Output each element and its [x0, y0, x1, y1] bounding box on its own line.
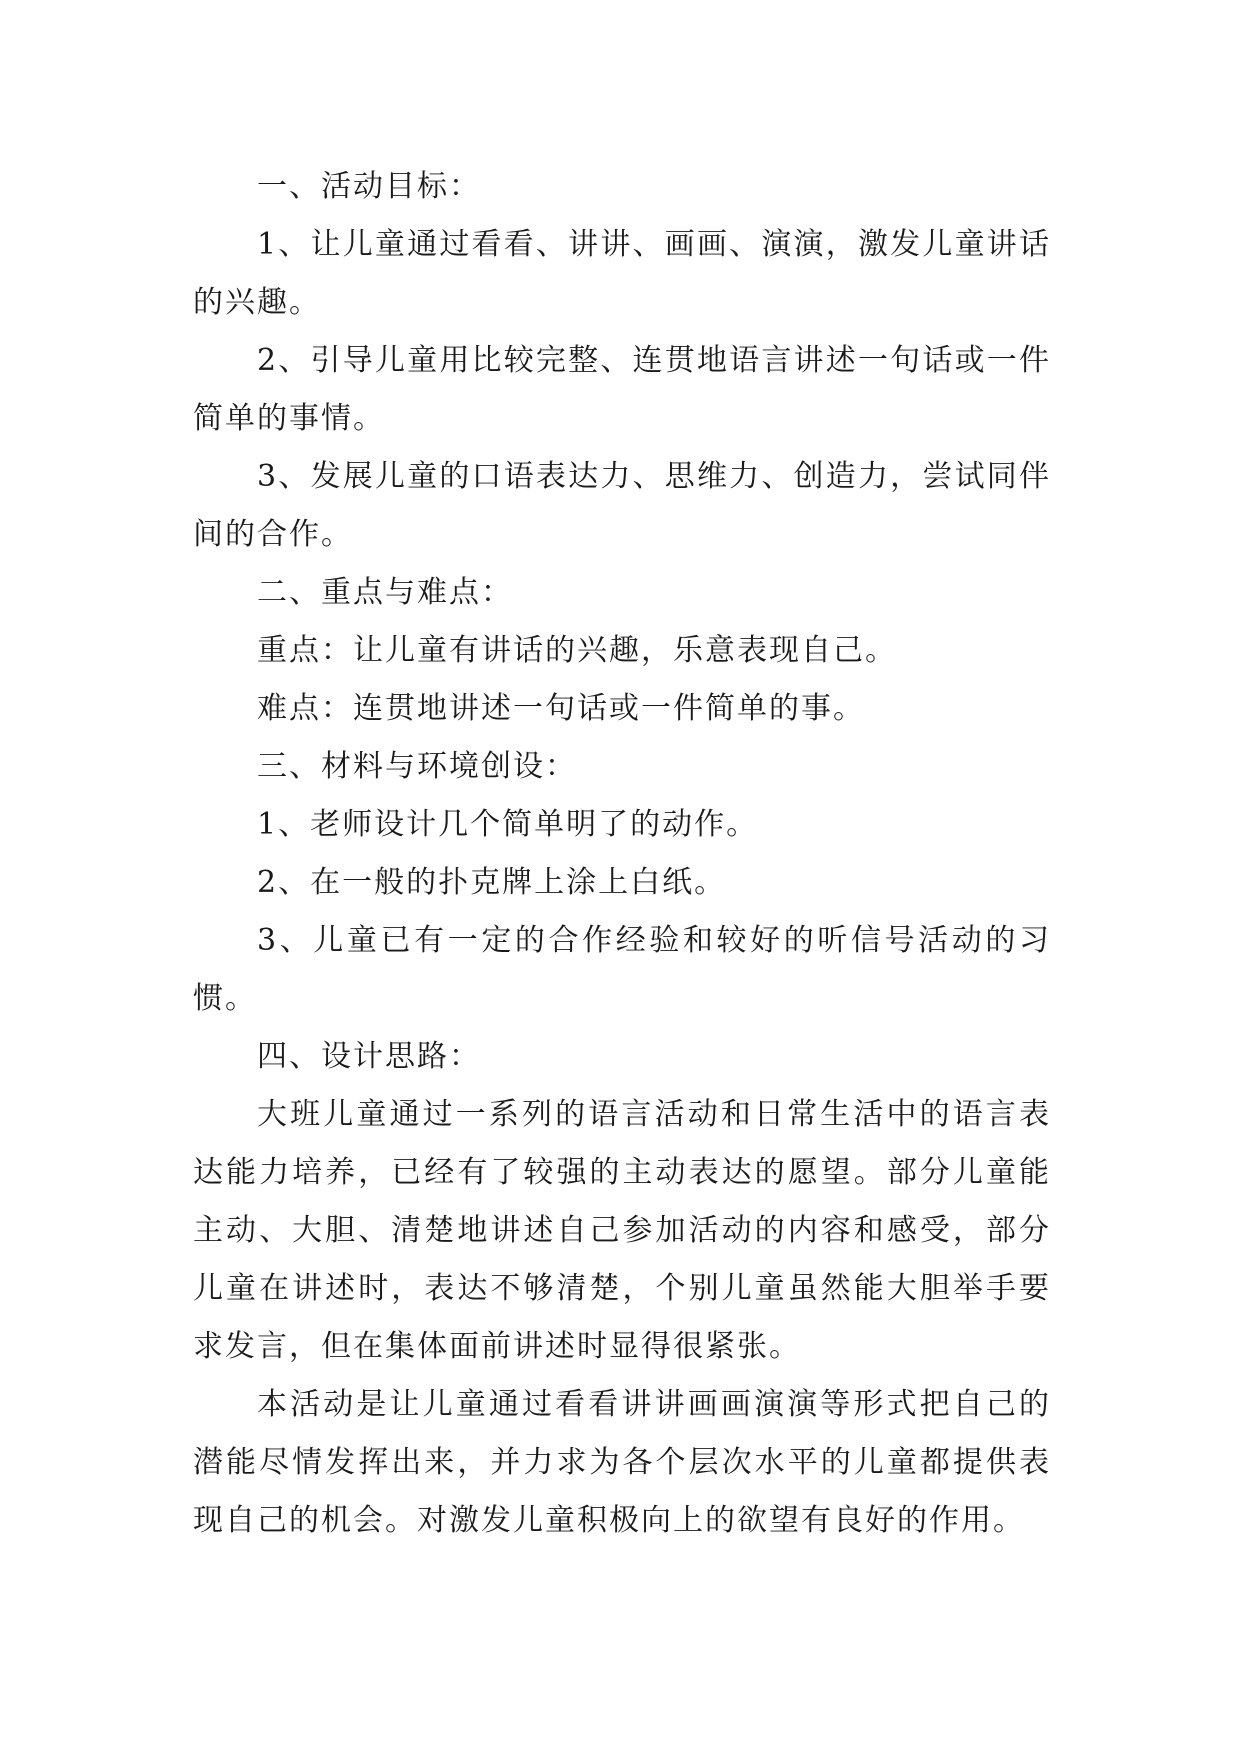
- key-point-text: 重点：让儿童有讲话的兴趣，乐意表现自己。: [257, 633, 897, 668]
- material-item-1: 1、老师设计几个简单明了的动作。: [257, 807, 759, 842]
- design-paragraph-2: 本活动是让儿童通过看看讲讲画画演演等形式把自己的潜能尽情发挥出来，并力求为各个层次水平的儿童都提供表现自己的机会。对激发儿童积极向上的欲望有良好的作用。: [193, 1387, 1051, 1538]
- section-heading-key-points: 二、重点与难点：: [257, 575, 513, 610]
- section-heading-materials: 三、材料与环境创设：: [257, 749, 577, 784]
- difficulty-text: 难点：连贯地讲述一句话或一件简单的事。: [257, 691, 865, 726]
- material-item-3: 3、儿童已有一定的合作经验和较好的听信号活动的习惯。: [193, 923, 1051, 1016]
- design-paragraph-1: 大班儿童通过一系列的语言活动和日常生活中的语言表达能力培养，已经有了较强的主动表达的愿望。部分儿童能主动、大胆、清楚地讲述自己参加活动的内容和感受，部分儿童在讲述时，表达不够清楚，个别儿童虽然能大胆举手要求发言，但在集体面前讲述时显得很紧张。: [193, 1097, 1051, 1364]
- document-body: [193, 158, 1051, 1550]
- goal-item-3: 3、发展儿童的口语表达力、思维力、创造力，尝试同伴间的合作。: [193, 459, 1051, 552]
- section-heading-goals: 一、活动目标：: [257, 169, 481, 204]
- section-heading-design: 四、设计思路：: [257, 1039, 481, 1074]
- goal-item-1: 1、让儿童通过看看、讲讲、画画、演演，激发儿童讲话的兴趣。: [193, 227, 1051, 320]
- material-item-2: 2、在一般的扑克牌上涂上白纸。: [257, 865, 727, 900]
- goal-item-2: 2、引导儿童用比较完整、连贯地语言讲述一句话或一件简单的事情。: [193, 343, 1051, 436]
